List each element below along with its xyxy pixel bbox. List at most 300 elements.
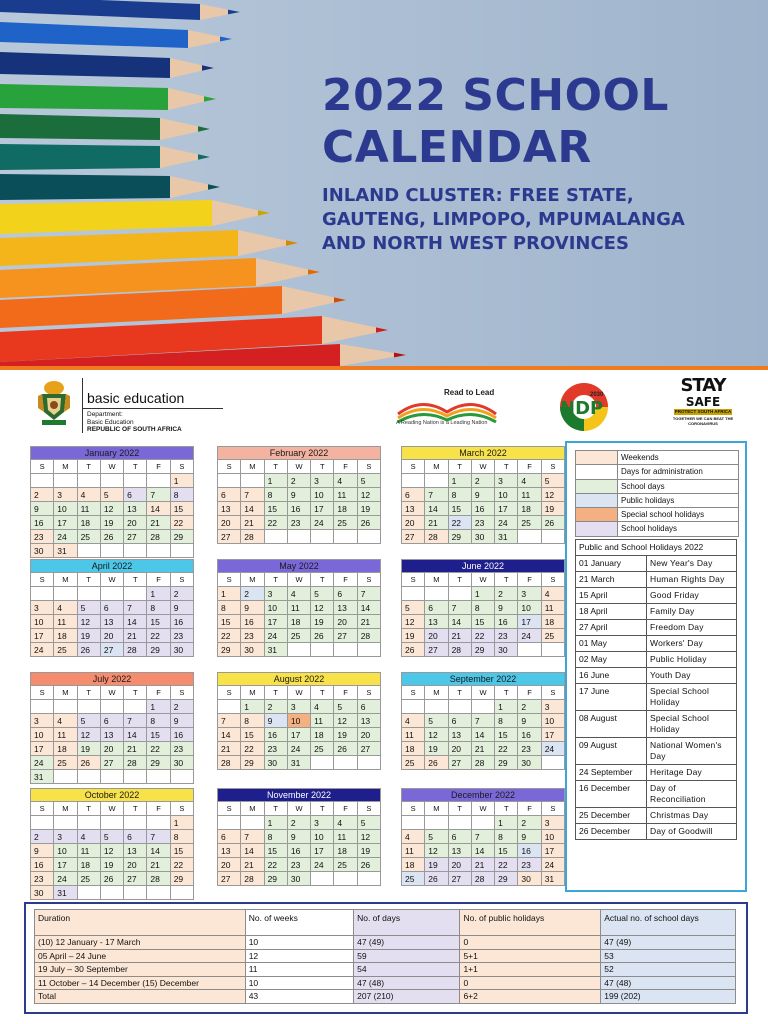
read-to-lead-title: Read to Lead: [444, 388, 495, 397]
weekday-header: T: [265, 573, 288, 587]
month-grid: [402, 460, 565, 544]
day-cell: 26: [358, 516, 381, 530]
read-to-lead-logo: [392, 384, 502, 430]
day-cell: 30: [171, 756, 194, 770]
day-cell: 15: [472, 615, 495, 629]
holiday-row: [576, 808, 737, 824]
empty-cell: [472, 816, 495, 830]
holiday-date: 24 September: [576, 765, 647, 780]
day-cell: 25: [334, 516, 357, 530]
day-cell: 8: [218, 601, 241, 615]
weekday-header: F: [518, 686, 541, 700]
basic-education-text: [82, 378, 223, 433]
day-cell: 12: [402, 615, 425, 629]
weekday-header: S: [402, 573, 425, 587]
day-cell: 26: [425, 872, 448, 886]
day-cell: 20: [449, 858, 472, 872]
summary-row: [35, 949, 736, 963]
day-cell: 3: [288, 700, 311, 714]
empty-cell: [311, 530, 334, 544]
title-line-2: CALENDAR: [322, 122, 592, 173]
day-cell: 2: [518, 700, 541, 714]
empty-cell: [241, 816, 264, 830]
day-cell: 7: [449, 601, 472, 615]
day-cell: 25: [54, 643, 77, 657]
day-cell: 15: [495, 728, 518, 742]
weekday-header: F: [518, 460, 541, 474]
empty-cell: [31, 700, 54, 714]
day-cell: 12: [334, 714, 357, 728]
holiday-name: Day of Reconciliation: [647, 781, 737, 807]
day-cell: 23: [518, 742, 541, 756]
day-cell: 10: [542, 714, 565, 728]
day-cell: 2: [241, 587, 264, 601]
day-cell: 13: [334, 601, 357, 615]
basic-education-logo: [34, 378, 223, 433]
day-cell: 24: [542, 858, 565, 872]
empty-cell: [54, 700, 77, 714]
day-cell: 26: [402, 643, 425, 657]
day-cell: 25: [288, 629, 311, 643]
empty-cell: [124, 587, 147, 601]
weekday-header: T: [265, 460, 288, 474]
day-cell: 10: [265, 601, 288, 615]
summary-cell: 43: [245, 990, 353, 1004]
summary-row: [35, 936, 736, 950]
weekday-header: W: [472, 573, 495, 587]
weekday-header: S: [171, 460, 194, 474]
day-cell: 25: [54, 756, 77, 770]
holiday-row: [576, 588, 737, 604]
day-cell: 30: [31, 544, 54, 558]
month-title: April 2022: [31, 560, 194, 573]
day-cell: 5: [78, 601, 101, 615]
day-cell: 15: [218, 615, 241, 629]
day-cell: 11: [78, 844, 101, 858]
empty-cell: [124, 474, 147, 488]
day-cell: 16: [518, 728, 541, 742]
day-cell: 22: [265, 516, 288, 530]
day-cell: 18: [288, 615, 311, 629]
department-line-2: Basic Education: [87, 418, 134, 426]
day-cell: 23: [288, 858, 311, 872]
empty-cell: [218, 700, 241, 714]
month-grid: [402, 686, 565, 770]
empty-cell: [449, 700, 472, 714]
day-cell: 15: [265, 502, 288, 516]
holiday-date: 09 August: [576, 738, 647, 764]
weekday-header: S: [218, 686, 241, 700]
holiday-name: National Women's Day: [647, 738, 737, 764]
summary-row: [35, 990, 736, 1004]
day-cell: 29: [495, 756, 518, 770]
empty-cell: [334, 756, 357, 770]
day-cell: 3: [54, 488, 77, 502]
day-cell: 31: [265, 643, 288, 657]
day-cell: 19: [311, 615, 334, 629]
day-cell: 21: [218, 742, 241, 756]
day-cell: 20: [425, 629, 448, 643]
day-cell: 20: [101, 629, 124, 643]
day-cell: 25: [78, 530, 101, 544]
weekday-header: M: [241, 573, 264, 587]
day-cell: 8: [265, 488, 288, 502]
empty-cell: [449, 587, 472, 601]
empty-cell: [78, 700, 101, 714]
holiday-name: Christmas Day: [647, 808, 737, 823]
day-cell: 27: [218, 530, 241, 544]
holiday-date: 27 April: [576, 620, 647, 635]
empty-cell: [101, 700, 124, 714]
day-cell: 12: [425, 728, 448, 742]
month-title: December 2022: [402, 789, 565, 802]
weekday-header: S: [542, 573, 565, 587]
holidays-rows: [576, 556, 737, 840]
day-cell: 21: [425, 516, 448, 530]
day-cell: 18: [54, 742, 77, 756]
weekday-header: F: [147, 802, 170, 816]
day-cell: 3: [31, 601, 54, 615]
day-cell: 17: [31, 629, 54, 643]
day-cell: 30: [241, 643, 264, 657]
day-cell: 19: [402, 629, 425, 643]
empty-cell: [402, 474, 425, 488]
day-cell: 21: [124, 742, 147, 756]
empty-cell: [402, 587, 425, 601]
day-cell: 22: [495, 742, 518, 756]
month-calendar: [401, 788, 565, 886]
summary-cell: 54: [354, 963, 460, 977]
weekday-header: S: [31, 802, 54, 816]
day-cell: 30: [171, 643, 194, 657]
day-cell: 20: [218, 516, 241, 530]
weekday-header: M: [425, 802, 448, 816]
day-cell: 5: [402, 601, 425, 615]
month-title: February 2022: [218, 447, 381, 460]
day-cell: 14: [147, 502, 170, 516]
day-cell: 26: [101, 530, 124, 544]
summary-cell: 12: [245, 949, 353, 963]
day-cell: 11: [402, 728, 425, 742]
subtitle-line-2: GAUTENG, LIMPOPO, MPUMALANGA: [322, 209, 685, 230]
day-cell: 17: [542, 728, 565, 742]
weekday-header: M: [425, 573, 448, 587]
day-cell: 15: [241, 728, 264, 742]
empty-cell: [101, 816, 124, 830]
day-cell: 8: [472, 601, 495, 615]
empty-cell: [542, 530, 565, 544]
day-cell: 23: [241, 629, 264, 643]
empty-cell: [334, 872, 357, 886]
weekday-header: S: [171, 686, 194, 700]
pencil-dark-teal: [0, 174, 220, 200]
holiday-name: Workers' Day: [647, 636, 737, 651]
day-cell: 9: [288, 488, 311, 502]
day-cell: 27: [101, 756, 124, 770]
day-cell: 11: [311, 714, 334, 728]
day-cell: 2: [31, 488, 54, 502]
day-cell: 23: [31, 530, 54, 544]
day-cell: 28: [449, 643, 472, 657]
day-cell: 24: [311, 516, 334, 530]
day-cell: 20: [449, 742, 472, 756]
weekday-header: F: [334, 686, 357, 700]
weekday-header: F: [518, 802, 541, 816]
empty-cell: [54, 474, 77, 488]
day-cell: 28: [241, 872, 264, 886]
day-cell: 22: [265, 858, 288, 872]
day-cell: 19: [78, 629, 101, 643]
day-cell: 15: [147, 615, 170, 629]
day-cell: 31: [54, 886, 77, 900]
weekday-header: F: [147, 686, 170, 700]
page-title: [322, 70, 762, 174]
day-cell: 10: [542, 830, 565, 844]
day-cell: 24: [542, 742, 565, 756]
day-cell: 20: [101, 742, 124, 756]
pencil-dark-green: [0, 114, 210, 140]
empty-cell: [358, 530, 381, 544]
weekday-header: M: [425, 460, 448, 474]
holidays-title: Public and School Holidays 2022: [576, 540, 737, 556]
weekday-header: F: [147, 460, 170, 474]
day-cell: 21: [147, 858, 170, 872]
page-subtitle: [322, 184, 762, 256]
day-cell: 19: [334, 728, 357, 742]
day-cell: 31: [31, 770, 54, 784]
day-cell: 10: [311, 488, 334, 502]
day-cell: 7: [124, 714, 147, 728]
holiday-date: 25 December: [576, 808, 647, 823]
day-cell: 16: [288, 844, 311, 858]
day-cell: 29: [171, 872, 194, 886]
day-cell: 16: [288, 502, 311, 516]
day-cell: 18: [402, 858, 425, 872]
stay-safe-line-2: SAFE: [685, 395, 721, 409]
month-grid: [31, 686, 194, 784]
empty-cell: [147, 886, 170, 900]
empty-cell: [124, 886, 147, 900]
day-cell: 6: [124, 830, 147, 844]
day-cell: 4: [54, 714, 77, 728]
holiday-name: Youth Day: [647, 668, 737, 683]
day-cell: 24: [54, 872, 77, 886]
empty-cell: [402, 700, 425, 714]
ndp-2030-logo: [556, 382, 612, 432]
summary-cell: (10) 12 January - 17 March: [35, 936, 246, 950]
day-cell: 3: [311, 816, 334, 830]
day-cell: 17: [288, 728, 311, 742]
holiday-name: New Year's Day: [647, 556, 737, 571]
day-cell: 18: [334, 502, 357, 516]
empty-cell: [542, 643, 565, 657]
legend-row: [576, 494, 739, 508]
day-cell: 13: [425, 615, 448, 629]
day-cell: 22: [472, 629, 495, 643]
day-cell: 26: [358, 858, 381, 872]
day-cell: 12: [425, 844, 448, 858]
coat-of-arms-icon: [34, 378, 74, 428]
month-grid: [218, 460, 381, 544]
weekday-header: S: [402, 460, 425, 474]
day-cell: 16: [171, 728, 194, 742]
day-cell: 16: [518, 844, 541, 858]
day-cell: 30: [518, 872, 541, 886]
day-cell: 10: [31, 728, 54, 742]
summary-cell: 0: [460, 936, 601, 950]
month-grid: [218, 573, 381, 657]
day-cell: 14: [124, 615, 147, 629]
weekday-header: T: [78, 460, 101, 474]
holiday-name: Human Rights Day: [647, 572, 737, 587]
month-title: June 2022: [402, 560, 565, 573]
holiday-row: [576, 668, 737, 684]
day-cell: 28: [241, 530, 264, 544]
day-cell: 25: [402, 756, 425, 770]
legend-swatch: [576, 480, 618, 493]
month-calendar: [401, 672, 565, 770]
summary-header-cell: No. of days: [354, 910, 460, 936]
month-calendar: [217, 446, 381, 544]
holiday-row: [576, 684, 737, 711]
day-cell: 22: [147, 742, 170, 756]
day-cell: 18: [54, 629, 77, 643]
summary-cell: 207 (210): [354, 990, 460, 1004]
day-cell: 11: [518, 488, 541, 502]
empty-cell: [171, 886, 194, 900]
day-cell: 11: [288, 601, 311, 615]
empty-cell: [147, 770, 170, 784]
holiday-name: Public Holiday: [647, 652, 737, 667]
day-cell: 6: [334, 587, 357, 601]
day-cell: 24: [54, 530, 77, 544]
summary-header-cell: Duration: [35, 910, 246, 936]
weekday-header: S: [31, 686, 54, 700]
weekday-header: W: [101, 573, 124, 587]
day-cell: 1: [449, 474, 472, 488]
month-grid: [31, 460, 194, 558]
day-cell: 19: [542, 502, 565, 516]
ndp-text: NDP: [560, 398, 604, 419]
day-cell: 29: [495, 872, 518, 886]
day-cell: 4: [78, 830, 101, 844]
day-cell: 28: [472, 756, 495, 770]
day-cell: 13: [449, 844, 472, 858]
holiday-row: [576, 711, 737, 738]
day-cell: 4: [78, 488, 101, 502]
summary-cell: 53: [601, 949, 736, 963]
weekday-header: W: [101, 686, 124, 700]
empty-cell: [31, 474, 54, 488]
day-cell: 2: [171, 587, 194, 601]
empty-cell: [288, 643, 311, 657]
day-cell: 31: [495, 530, 518, 544]
day-cell: 22: [218, 629, 241, 643]
empty-cell: [101, 886, 124, 900]
summary-cell: 59: [354, 949, 460, 963]
day-cell: 29: [472, 643, 495, 657]
day-cell: 12: [358, 488, 381, 502]
day-cell: 29: [218, 643, 241, 657]
day-cell: 1: [265, 816, 288, 830]
weekday-header: W: [101, 460, 124, 474]
empty-cell: [147, 474, 170, 488]
summary-cell: 19 July – 30 September: [35, 963, 246, 977]
day-cell: 4: [402, 830, 425, 844]
legend-label: Special school holidays: [618, 508, 739, 521]
day-cell: 8: [495, 830, 518, 844]
day-cell: 29: [147, 756, 170, 770]
day-cell: 7: [472, 714, 495, 728]
day-cell: 3: [495, 474, 518, 488]
day-cell: 14: [449, 615, 472, 629]
month-calendar: [401, 559, 565, 657]
month-grid: [31, 573, 194, 657]
legend-label: School days: [618, 480, 739, 493]
empty-cell: [147, 816, 170, 830]
summary-cell: 0: [460, 976, 601, 990]
day-cell: 25: [334, 858, 357, 872]
day-cell: 30: [288, 872, 311, 886]
day-cell: 2: [288, 816, 311, 830]
empty-cell: [101, 770, 124, 784]
day-cell: 10: [54, 502, 77, 516]
day-cell: 13: [358, 714, 381, 728]
colour-legend: [575, 450, 739, 537]
weekday-header: T: [449, 460, 472, 474]
empty-cell: [425, 474, 448, 488]
legend-row: [576, 451, 739, 465]
holiday-row: [576, 824, 737, 840]
day-cell: 19: [358, 844, 381, 858]
day-cell: 17: [542, 844, 565, 858]
department-line-3: REPUBLIC OF SOUTH AFRICA: [87, 426, 182, 433]
weekday-header: T: [495, 686, 518, 700]
day-cell: 1: [147, 700, 170, 714]
day-cell: 28: [472, 872, 495, 886]
day-cell: 29: [171, 530, 194, 544]
day-cell: 8: [147, 714, 170, 728]
day-cell: 20: [218, 858, 241, 872]
day-cell: 1: [495, 700, 518, 714]
summary-header-cell: Actual no. of school days: [601, 910, 736, 936]
day-cell: 23: [495, 629, 518, 643]
day-cell: 1: [472, 587, 495, 601]
day-cell: 7: [425, 488, 448, 502]
weekday-header: S: [358, 802, 381, 816]
weekday-header: W: [472, 686, 495, 700]
day-cell: 14: [472, 728, 495, 742]
day-cell: 24: [288, 742, 311, 756]
month-title: July 2022: [31, 673, 194, 686]
weekday-header: T: [265, 686, 288, 700]
day-cell: 7: [472, 830, 495, 844]
weekday-header: T: [311, 802, 334, 816]
day-cell: 21: [124, 629, 147, 643]
day-cell: 27: [334, 629, 357, 643]
day-cell: 9: [241, 601, 264, 615]
summary-cell: 199 (202): [601, 990, 736, 1004]
holiday-date: 08 August: [576, 711, 647, 737]
day-cell: 15: [265, 844, 288, 858]
day-cell: 11: [402, 844, 425, 858]
stay-safe-tagline: TOGETHER WE CAN BEAT THE CORONAVIRUS: [672, 416, 734, 426]
holiday-date: 26 December: [576, 824, 647, 839]
weekday-header: S: [358, 460, 381, 474]
day-cell: 4: [311, 700, 334, 714]
summary-row: [35, 976, 736, 990]
holiday-row: [576, 652, 737, 668]
